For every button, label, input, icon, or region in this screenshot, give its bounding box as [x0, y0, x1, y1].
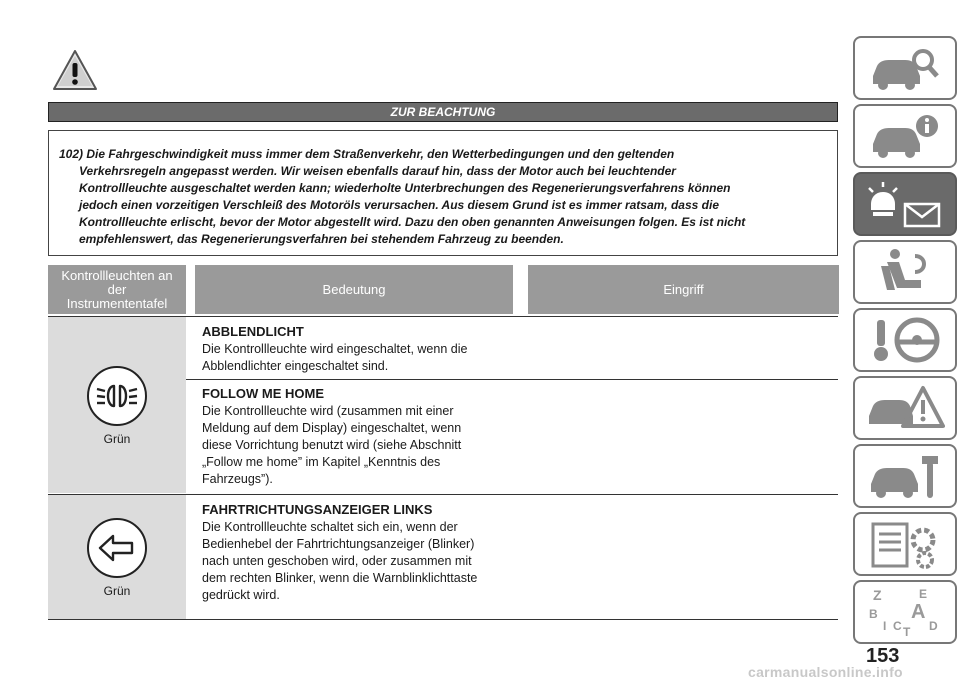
row-title: FAHRTRICHTUNGSANZEIGER LINKS: [202, 502, 433, 517]
alphabet-index-icon: [865, 586, 945, 638]
car-search-icon: [865, 42, 945, 94]
note-box: [48, 130, 838, 256]
tab-starting-driving[interactable]: [853, 308, 957, 372]
index-letter: I: [883, 619, 887, 633]
row-title: ABBLENDLICHT: [202, 324, 304, 339]
page-number: 153: [866, 645, 900, 667]
row-turn-signal-left: [202, 501, 522, 604]
low-beam-headlight-icon: [86, 365, 148, 427]
note-line: Verkehrsregeln angepasst werden. Wir weisen ebenfalls darauf hin, dass der Motor auch bei leuchtender: [79, 164, 676, 178]
row-follow-me-home: [202, 385, 522, 488]
tab-index[interactable]: [853, 580, 957, 644]
tab-maintenance[interactable]: [853, 444, 957, 508]
note-line: empfehlenswert, das Regenerierungsverfahren bei stehendem Fahrzeug zu beenden.: [79, 232, 564, 246]
tab-car-info[interactable]: [853, 104, 957, 168]
warning-light-message-icon: [865, 178, 945, 230]
row-body: Die Kontrollleuchte wird eingeschaltet, wenn die Abblendlichter eingeschaltet sind.: [202, 342, 468, 373]
row-title: FOLLOW ME HOME: [202, 386, 325, 401]
icon-color-label: Grün: [103, 431, 131, 446]
steering-key-icon: [865, 314, 945, 366]
index-letter: C: [893, 619, 902, 633]
note-line: jedoch einen vorzeitigen Verschleiß des Motoröls verursachen. Aus diesem Grund ist es immer ratsam, dass die: [79, 198, 719, 212]
note-header: ZUR BEACHTUNG: [48, 102, 838, 122]
header-line: Kontrollleuchten an: [61, 268, 173, 283]
note-line: Kontrollleuchte erlischt, bevor der Motor abgestellt wird. Dazu den oben genannten Anweisungen folgen. Es ist nicht: [79, 215, 746, 229]
turn-signal-left-icon: [86, 517, 148, 579]
note-line: 102) Die Fahrgeschwindigkeit muss immer dem Straßenverkehr, den Wetterbedingungen und den geltenden: [59, 147, 675, 161]
index-letter: D: [929, 619, 938, 633]
icon-color-label: Grün: [103, 583, 131, 598]
tab-warning-lights[interactable]: [853, 172, 957, 236]
icon-cell-turn-signal: [48, 495, 186, 619]
warning-triangle-icon: [52, 48, 98, 92]
table-header-indicator: [48, 265, 186, 314]
index-letter: E: [919, 587, 928, 601]
row-low-beam: [202, 323, 522, 375]
row-body: Die Kontrollleuchte wird (zusammen mit einer Meldung auf dem Display) eingeschaltet, wenn diese Vorrichtung benutzt wird (siehe Abschnitt „Follow me home” im Kapitel „Kenntnis des Fahrzeugs”).: [202, 404, 462, 486]
tab-car-search[interactable]: [853, 36, 957, 100]
specs-gear-icon: [865, 518, 945, 570]
index-letter: A: [911, 601, 926, 623]
tab-emergency[interactable]: [853, 376, 957, 440]
car-wrench-icon: [865, 450, 945, 502]
tab-technical-data[interactable]: [853, 512, 957, 576]
index-letter: T: [903, 625, 911, 638]
car-info-icon: [865, 110, 945, 162]
icon-cell-low-beam: [48, 317, 186, 493]
index-letter: B: [869, 607, 878, 621]
row-divider: [186, 379, 838, 380]
header-line: der: [107, 282, 127, 297]
index-letter: Z: [873, 587, 882, 603]
table-header-action: Eingriff: [528, 265, 839, 314]
seat-airbag-icon: [865, 246, 945, 298]
note-line: Kontrollleuchte ausgeschaltet werden kann; wiederholte Unterbrechungen des Regenerierungsverfahrens können: [79, 181, 731, 195]
tab-safety[interactable]: [853, 240, 957, 304]
row-body: Die Kontrollleuchte schaltet sich ein, wenn der Bedienhebel der Fahrtrichtungsanzeiger (Blinker) nach unten geschoben wird, oder zusammen mit dem rechten Blinker, wenn die Warnblinklichttaste gedrückt wird.: [202, 520, 478, 602]
car-accident-icon: [865, 382, 945, 434]
watermark: carmanualsonline.info: [748, 664, 903, 680]
header-line: Instrumententafel: [66, 296, 168, 311]
table-bottom-rule: [48, 619, 838, 620]
table-header-meaning: Bedeutung: [195, 265, 513, 314]
